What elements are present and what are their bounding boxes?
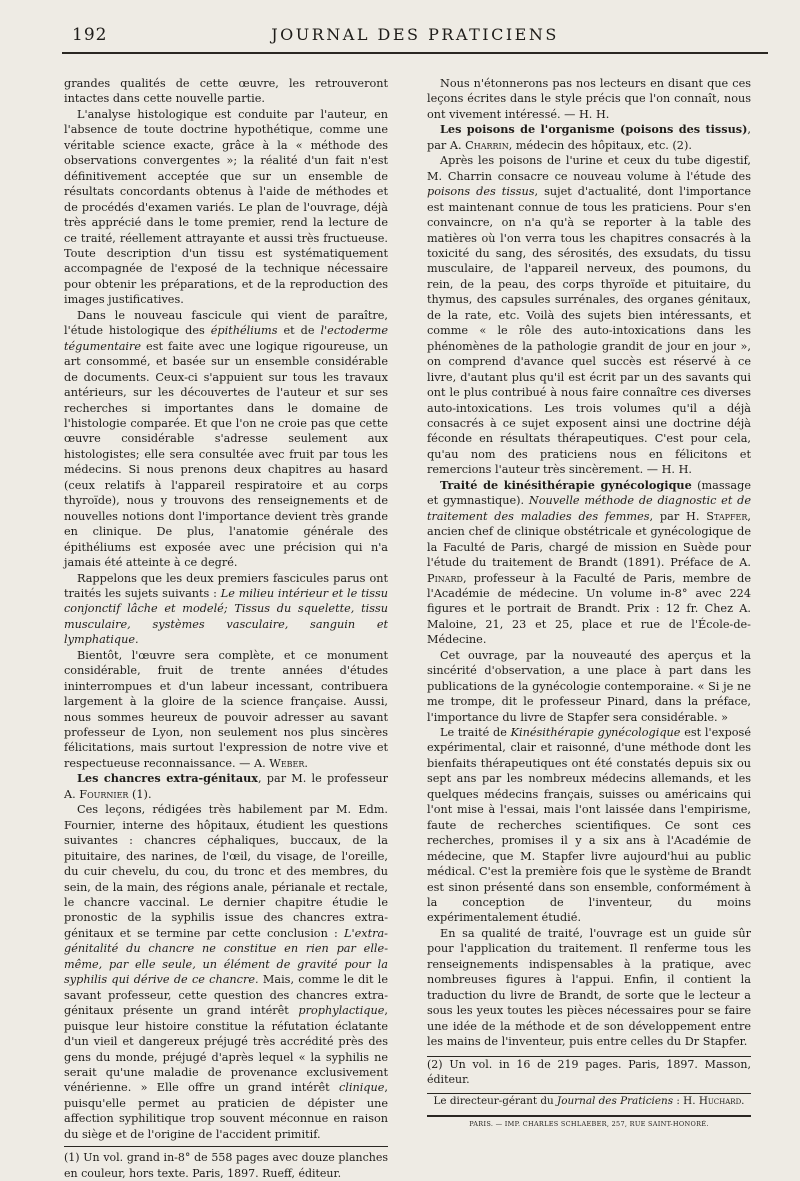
paragraph: L'analyse histologique est conduite par l'auteur, en l'absence de toute doctrine hypothétique, comme une véritable science exacte, grâce à la « méthode des observations convergentes »; la réalité d'un fait n'est définitivement acceptée que sur un ensemble de résultats concordants obtenus à l'aide de méthodes et de procédés d'examen variés. Le plan de l'ouvrage, déjà très apprécié dans le tome premier, rend la lecture de ce traité, réellement attrayante et aussi très fructueuse. Toute description d'un tissu est systématiquement accompagnée de l'exposé de la technique nécessaire pour obtenir les préparations, et de la reproduction des images justificatives. — [64, 107, 388, 307]
paragraph: Le traité de Kinésithérapie gynécologique est l'exposé expérimental, clair et raisonné, d'une méthode dont les bienfaits thérapeutiques ont été constatés depuis six ou sept ans par les nombreux médecins allemands, et les quelques médecins français, suisses ou américains qui l'ont mise à l'essai, mais l'ont laissée dans l'empirisme, faute de recherches scientifiques. Ce sont ces recherches, promises il y a six ans à l'Académie de médecine, que M. Stapfer livre aujourd'hui au public médical. C'est la première fois que le système de Brandt est sinon présenté dans son ensemble, conformément à la conception de l'inventeur, du moins expérimentalement étudié. — [427, 726, 751, 925]
review-heading: Traité de kinésithérapie gynécologique (massage et gymnastique). Nouvelle méthode de diagnostic et de traitement des maladies des femmes, par H. Stapfer, ancien chef de clinique obstétricale et gynécologique de la Faculté de Paris, chargé de mission en Suède pour l'étude du traitement de Brandt (1891). Préface de A. Pinard, professeur à la Faculté de Paris, membre de l'Académie de médecine. Un volume in-8° avec 224 figures et le portrait de Brandt. Prix : 12 fr. Chez A. Maloine, 21, 23 et 25, place et rue de l'École-de-Médecine. — [427, 477, 751, 647]
review-title: Les poisons de l'organisme (poisons des tissus) — [440, 122, 748, 137]
paragraph: Cet ouvrage, par la nouveauté des aperçus et la sincérité d'observation, a une place à part dans les publications de la gynécologie contemporaine. « Si je ne me trompe, dit le professeur Pinard, dans la préface, l'importance du livre de Stapfer sera considérable. » — [427, 648, 751, 724]
footnote-rule — [64, 1146, 388, 1147]
signature: Weber. — [269, 756, 308, 770]
review-title: Les chancres extra-génitaux — [77, 771, 259, 786]
left-column — [64, 76, 388, 1181]
review-heading: Les poisons de l'organisme (poisons des tissus), par A. Charrin, médecin des hôpitaux, etc. (2). — [427, 122, 751, 152]
managing-director-line: Le directeur-gérant du Journal des Praticiens : H. Huchard. — [433, 1095, 745, 1108]
footnote: (2) Un vol. in 16 de 219 pages. Paris, 1897. Masson, éditeur. — [427, 1057, 751, 1086]
review-title: Traité de kinésithérapie gynécologique — [440, 477, 692, 492]
paragraph: Bientôt, l'œuvre sera complète, et ce monument considérable, fruit de trente années d'études ininterrompues et d'un labeur incessant, contribuera largement à la gloire de la science française. Aussi, nous sommes heureux de pouvoir adresser au savant professeur de Lyon, non seulement nos plus sincères félicitations, mais surtout l'expression de notre vive et respectueuse reconnaissance. — A. Weber. — [64, 648, 388, 770]
page-header — [62, 22, 768, 54]
paragraph: Dans le nouveau fascicule qui vient de paraître, l'étude histologique des épithéliums et de l'ectoderme tégumentaire est faite avec une logique rigoureuse, un art consommé, et basée sur un ensemble considérable de documents. Ceux-ci s'appuient sur tous les travaux antérieurs, sur les découvertes de l'auteur et sur ses recherches si importantes dans le domaine de l'histologie comparée. Et que l'on ne croie pas que cette œuvre considérable s'adresse seulement aux histologistes; elle sera consultée avec fruit par tous les médecins. Si nous prenons deux chapitres au hasard (ceux relatifs à l'appareil respiratoire et au corps thyroïde), nous y trouvons des renseignements et de nouvelles notions dont l'importance devient très grande en clinique. De plus, l'anatomie générale des épithéliums est exposée avec une précision qui n'a jamais été atteinte à ce degré. — [64, 308, 388, 570]
paragraph: Ces leçons, rédigées très habilement par M. Edm. Fournier, interne des hôpitaux, étudient les questions suivantes : chancres céphaliques, buccaux, de la pituitaire, des narines, de l'œil, du visage, de l'oreille, du cuir chevelu, du cou, du tronc et des membres, du sein, de la main, des régions anale, périanale et rectale, le chancre vaccinal. Le dernier chapitre étudie le pronostic de la syphilis issue des chancres extra-génitaux et se termine par cette conclusion : L'extra-génitalité du chancre ne constitue en rien par elle-même, par elle seule, un élément de gravité pour la syphilis qui dérive de ce chancre. Mais, comme le dit le savant professeur, cette question des chancres extra-génitaux présente un grand intérêt prophylactique, puisque leur histoire constitue la réfutation éclatante d'un vieil et dangereux préjugé très accrédité près des gens du monde, préjugé d'après lequel « la syphilis ne serait qu'une maladie de provenance exclusivement vénérienne. » Elle offre un grand intérêt clinique, puisqu'elle permet au praticien de dépister une affection syphilitique trop souvent méconnue en raison du siège et de l'origine de l'accident primitif. — [64, 803, 388, 1141]
right-column — [427, 76, 751, 1132]
paragraph: Rappelons que les deux premiers fascicules parus ont traités les sujets suivants : Le milieu intérieur et le tissu conjonctif lâche et modelé; Tissus du squelette, tissu musculaire, systèmes vasculaire, sanguin et lymphatique. — [64, 571, 388, 647]
paragraph: Après les poisons de l'urine et ceux du tube digestif, M. Charrin consacre ce nouveau volume à l'étude des poisons des tissus, sujet d'actualité, dont l'importance est maintenant connue de tous les praticiens. Pour s'en convaincre, on n'a qu'à se reporter à la table des matières où l'on verra tous les chapitres consacrés à la toxicité du sang, des sérosités, des exsudats, du tissu musculaire, de l'appareil nerveux, des poumons, du rein, de la peau, des corps thyroïde et pituitaire, du thymus, des capsules surrénales, des organes génitaux, de la rate, etc. Voilà des sujets bien intéressants, et comme « le rôle des auto-intoxications dans les phénomènes de la pathologie grandit de jour en jour », on comprend d'avance quel succès est réservé à ce livre, d'autant plus qu'il est écrit par un des savants qui ont le plus contribué à nous faire connaître ces diverses auto-intoxications. Les trois volumes qu'il a déjà consacrés à ce sujet exposent ainsi une doctrine déjà féconde en résultats thérapeutiques. C'est pour cela, qu'au nom des praticiens nous en félicitons et remercions l'auteur très sincèrement. — H. H. — [427, 154, 751, 477]
footnote: (1) Un vol. grand in-8° de 558 pages avec douze planches en couleur, hors texte. Paris, 1897. Rueff, éditeur. — [64, 1151, 388, 1180]
paragraph: En sa qualité de traité, l'ouvrage est un guide sûr pour l'application du traitement. Il renferme tous les renseignements indispensables à la pratique, avec nombreuses figures à l'appui. Enfin, il contient la traduction du livre de Brandt, de sorte que le lecteur a sous les yeux toutes les pièces nécessaires pour se faire une idée de la méthode et de son développement entre les mains de l'inventeur, puis entre celles du Dr Stapfer. — [427, 926, 751, 1049]
journal-title: JOURNAL DES PRATICIENS — [271, 25, 559, 44]
paragraph: grandes qualités de cette œuvre, les retrouveront intactes dans cette nouvelle partie. — [64, 77, 388, 106]
printer-imprint: PARIS. — IMP. CHARLES SCHLAEBER, 257, RUE SAINT-HONORÉ. — [469, 1119, 709, 1128]
paragraph: Nous n'étonnerons pas nos lecteurs en disant que ces leçons écrites dans le style précis que l'on connaît, nous ont vivement intéressé. — H. H. — [427, 77, 751, 121]
page-number: 192 — [72, 25, 108, 45]
review-heading: Les chancres extra-génitaux, par M. le professeur A. Fournier (1). — [64, 771, 388, 801]
